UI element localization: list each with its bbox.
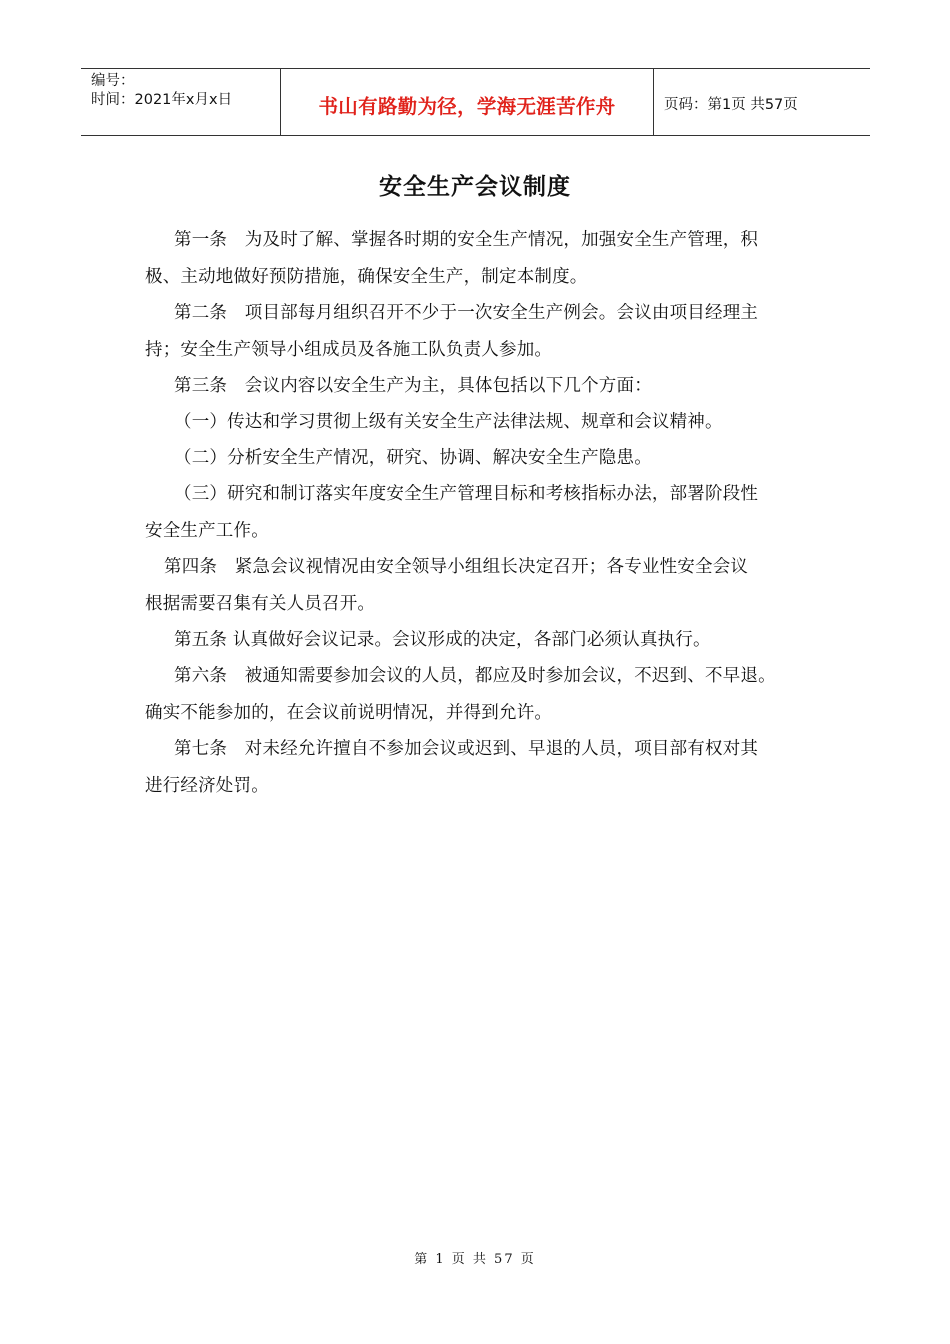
article-1-line-2: 极、主动地做好预防措施，确保安全生产，制定本制度。 <box>145 267 588 287</box>
article-7-line-2: 进行经济处罚。 <box>145 776 269 796</box>
article-3-item-2: （二）分析安全生产情况，研究、协调、解决安全生产隐患。 <box>174 448 652 468</box>
article-3-item-3-line-1: （三）研究和制订落实年度安全生产管理目标和考核指标办法，部署阶段性 <box>174 484 759 504</box>
article-4-line-2: 根据需要召集有关人员召开。 <box>145 594 376 614</box>
date-label: 时间：2021年x月x日 <box>91 92 233 108</box>
article-3-item-1: （一）传达和学习贯彻上级有关安全生产法律法规、规章和会议精神。 <box>174 412 723 432</box>
serial-number-label: 编号： <box>91 73 135 89</box>
article-4-line-1: 第四条 紧急会议视情况由安全领导小组组长决定召开；各专业性安全会议 <box>164 557 749 577</box>
article-3-line-1: 第三条 会议内容以安全生产为主，具体包括以下几个方面： <box>174 376 652 396</box>
header-meta-cell <box>81 69 281 135</box>
document-header <box>81 68 870 136</box>
motto-text: 书山有路勤为径，学海无涯苦作舟 <box>318 95 616 118</box>
page-info: 页码：第1页 共57页 <box>664 97 798 113</box>
article-1-line-1: 第一条 为及时了解、掌握各时期的安全生产情况，加强安全生产管理，积 <box>174 230 759 250</box>
article-2-line-1: 第二条 项目部每月组织召开不少于一次安全生产例会。会议由项目经理主 <box>174 303 759 323</box>
article-6-line-1: 第六条 被通知需要参加会议的人员，都应及时参加会议，不迟到、不早退。 <box>174 666 776 686</box>
article-7-line-1: 第七条 对未经允许擅自不参加会议或迟到、早退的人员，项目部有权对其 <box>174 739 759 759</box>
article-2-line-2: 持；安全生产领导小组成员及各施工队负责人参加。 <box>145 340 553 360</box>
article-6-line-2: 确实不能参加的，在会议前说明情况，并得到允许。 <box>145 703 553 723</box>
document-title: 安全生产会议制度 <box>379 174 571 200</box>
article-5-line-1: 第五条 认真做好会议记录。会议形成的决定，各部门必须认真执行。 <box>174 630 711 650</box>
page-footer: 第 1 页 共 57 页 <box>414 1252 536 1267</box>
header-page-cell <box>654 69 870 135</box>
header-motto-cell <box>281 69 654 135</box>
article-3-item-3-line-2: 安全生产工作。 <box>145 521 269 541</box>
